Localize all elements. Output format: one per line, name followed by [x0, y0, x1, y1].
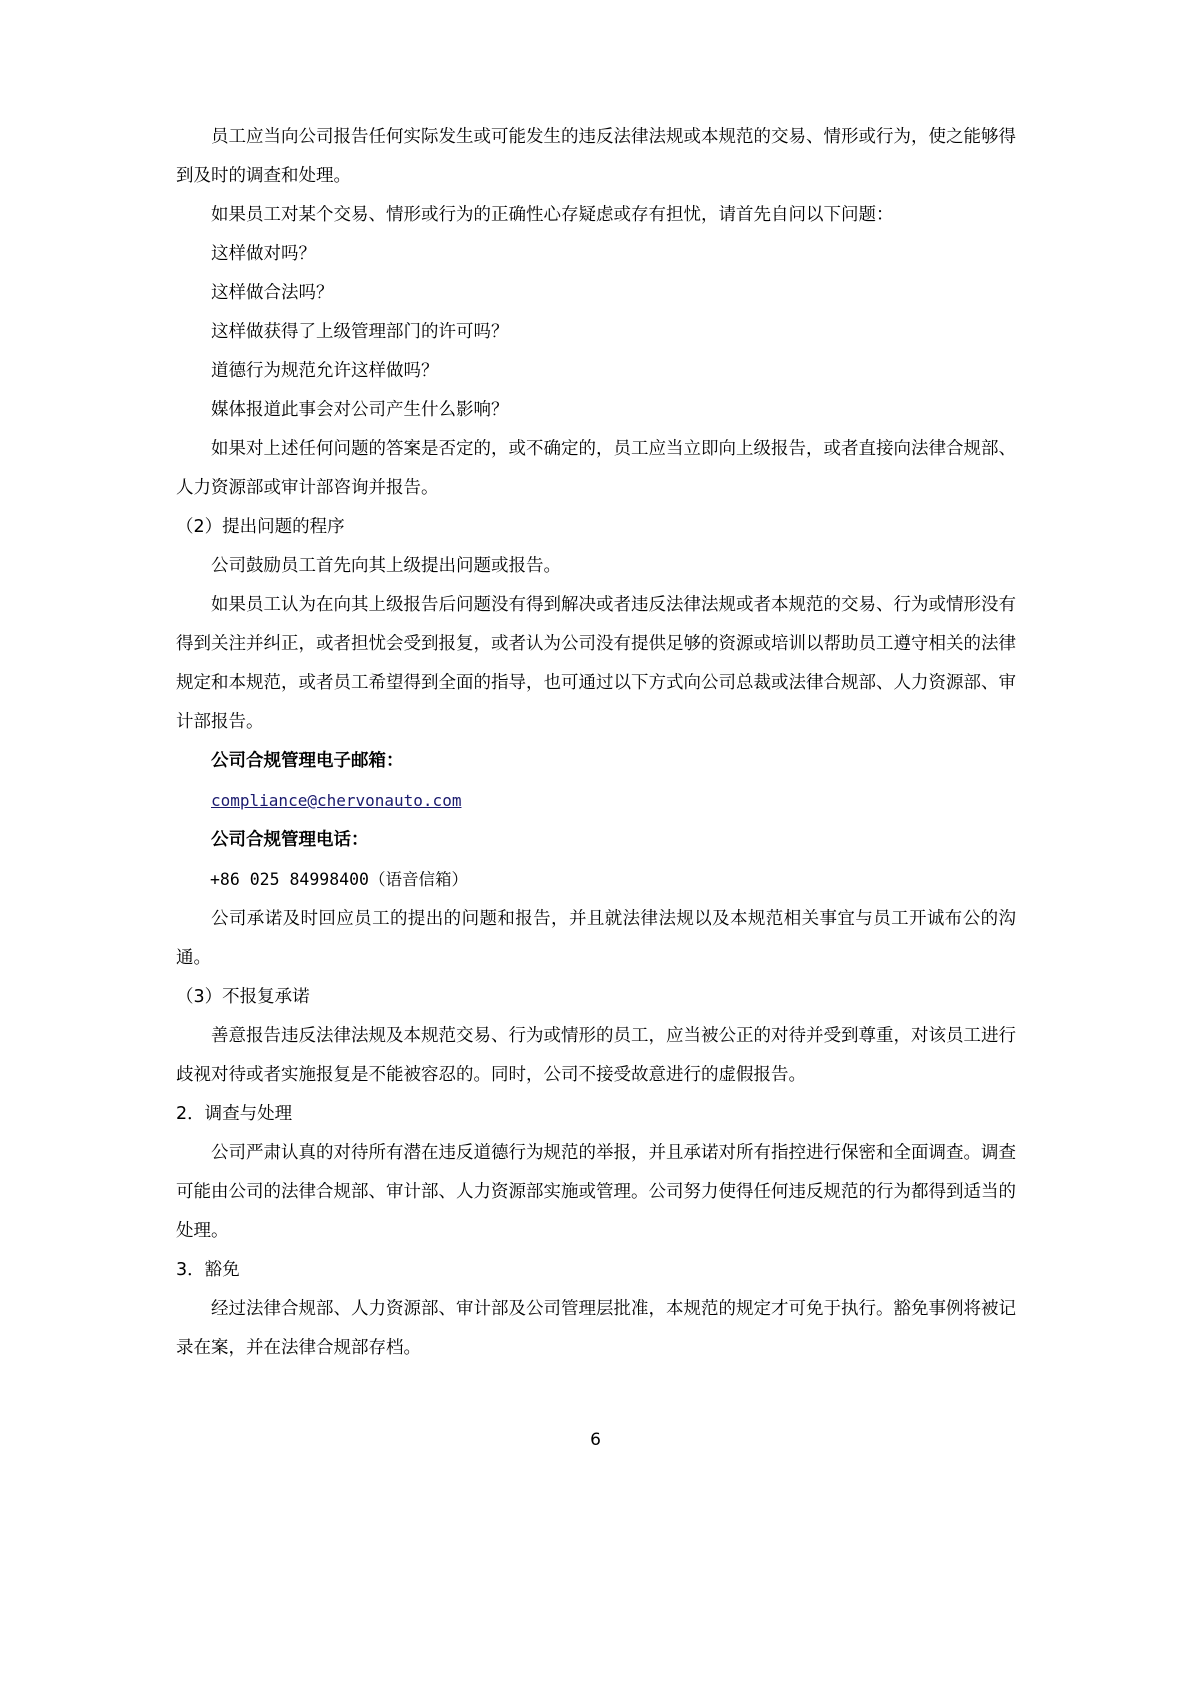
paragraph-report-obligation: 员工应当向公司报告任何实际发生或可能发生的违反法律法规或本规范的交易、情形或行为，使之能够得到及时的调查和处理。: [176, 127, 1016, 186]
section-heading-no-retaliation: （3）不报复承诺: [176, 987, 310, 1007]
section-heading-investigation: 2．调查与处理: [176, 1104, 293, 1124]
question-is-it-legal: 这样做合法吗？: [211, 283, 334, 303]
document-body: [176, 118, 1016, 1368]
paragraph-investigation-detail: 公司严肃认真的对待所有潜在违反道德行为规范的举报，并且承诺对所有指控进行保密和全面调查。调查可能由公司的法律合规部、审计部、人力资源部实施或管理。公司努力使得任何违反规范的行为都得到适当的处理。: [176, 1143, 1016, 1241]
compliance-email-link[interactable]: compliance@chervonauto.com: [211, 791, 462, 810]
paragraph-escalation-channels: 如果员工认为在向其上级报告后问题没有得到解决或者违反法律法规或者本规范的交易、行为或情形没有得到关注并纠正，或者担忧会受到报复，或者认为公司没有提供足够的资源或培训以帮助员工遵守相关的法律规定和本规范，或者员工希望得到全面的指导，也可通过以下方式向公司总裁或法律合规部、人力资源部、审计部报告。: [176, 595, 1016, 732]
question-code-allows: 道德行为规范允许这样做吗？: [211, 361, 439, 381]
question-media-impact: 媒体报道此事会对公司产生什么影响？: [211, 400, 509, 420]
section-heading-raise-question-procedure: （2）提出问题的程序: [176, 517, 345, 537]
compliance-email-line: [176, 781, 1016, 821]
question-is-it-right: 这样做对吗？: [211, 244, 316, 264]
paragraph-waiver-detail: 经过法律合规部、人力资源部、审计部及公司管理层批准，本规范的规定才可免于执行。豁免事例将被记录在案，并在法律合规部存档。: [176, 1299, 1016, 1358]
page-number: 6: [590, 1430, 601, 1450]
section-heading-waiver: 3．豁免: [176, 1260, 240, 1280]
question-has-approval: 这样做获得了上级管理部门的许可吗？: [211, 322, 509, 342]
label-compliance-phone: 公司合规管理电话：: [211, 830, 369, 850]
label-compliance-email: 公司合规管理电子邮箱：: [211, 751, 404, 771]
paragraph-company-response-commitment: 公司承诺及时回应员工的提出的问题和报告，并且就法律法规以及本规范相关事宜与员工开诚布公的沟通。: [176, 909, 1016, 968]
paragraph-self-question-intro: 如果员工对某个交易、情形或行为的正确性心存疑虑或存有担忧，请首先自问以下问题：: [211, 205, 894, 225]
paragraph-negative-answer-action: 如果对上述任何问题的答案是否定的，或不确定的，员工应当立即向上级报告，或者直接向法律合规部、人力资源部或审计部咨询并报告。: [176, 439, 1016, 498]
paragraph-encourage-report-supervisor: 公司鼓励员工首先向其上级提出问题或报告。: [211, 556, 561, 576]
compliance-phone-value: [176, 860, 1016, 900]
compliance-phone-number: +86 025 84998400（语音信箱）: [210, 870, 468, 889]
paragraph-no-retaliation-detail: 善意报告违反法律法规及本规范交易、行为或情形的员工，应当被公正的对待并受到尊重，对该员工进行歧视对待或者实施报复是不能被容忍的。同时，公司不接受故意进行的虚假报告。: [176, 1026, 1016, 1085]
